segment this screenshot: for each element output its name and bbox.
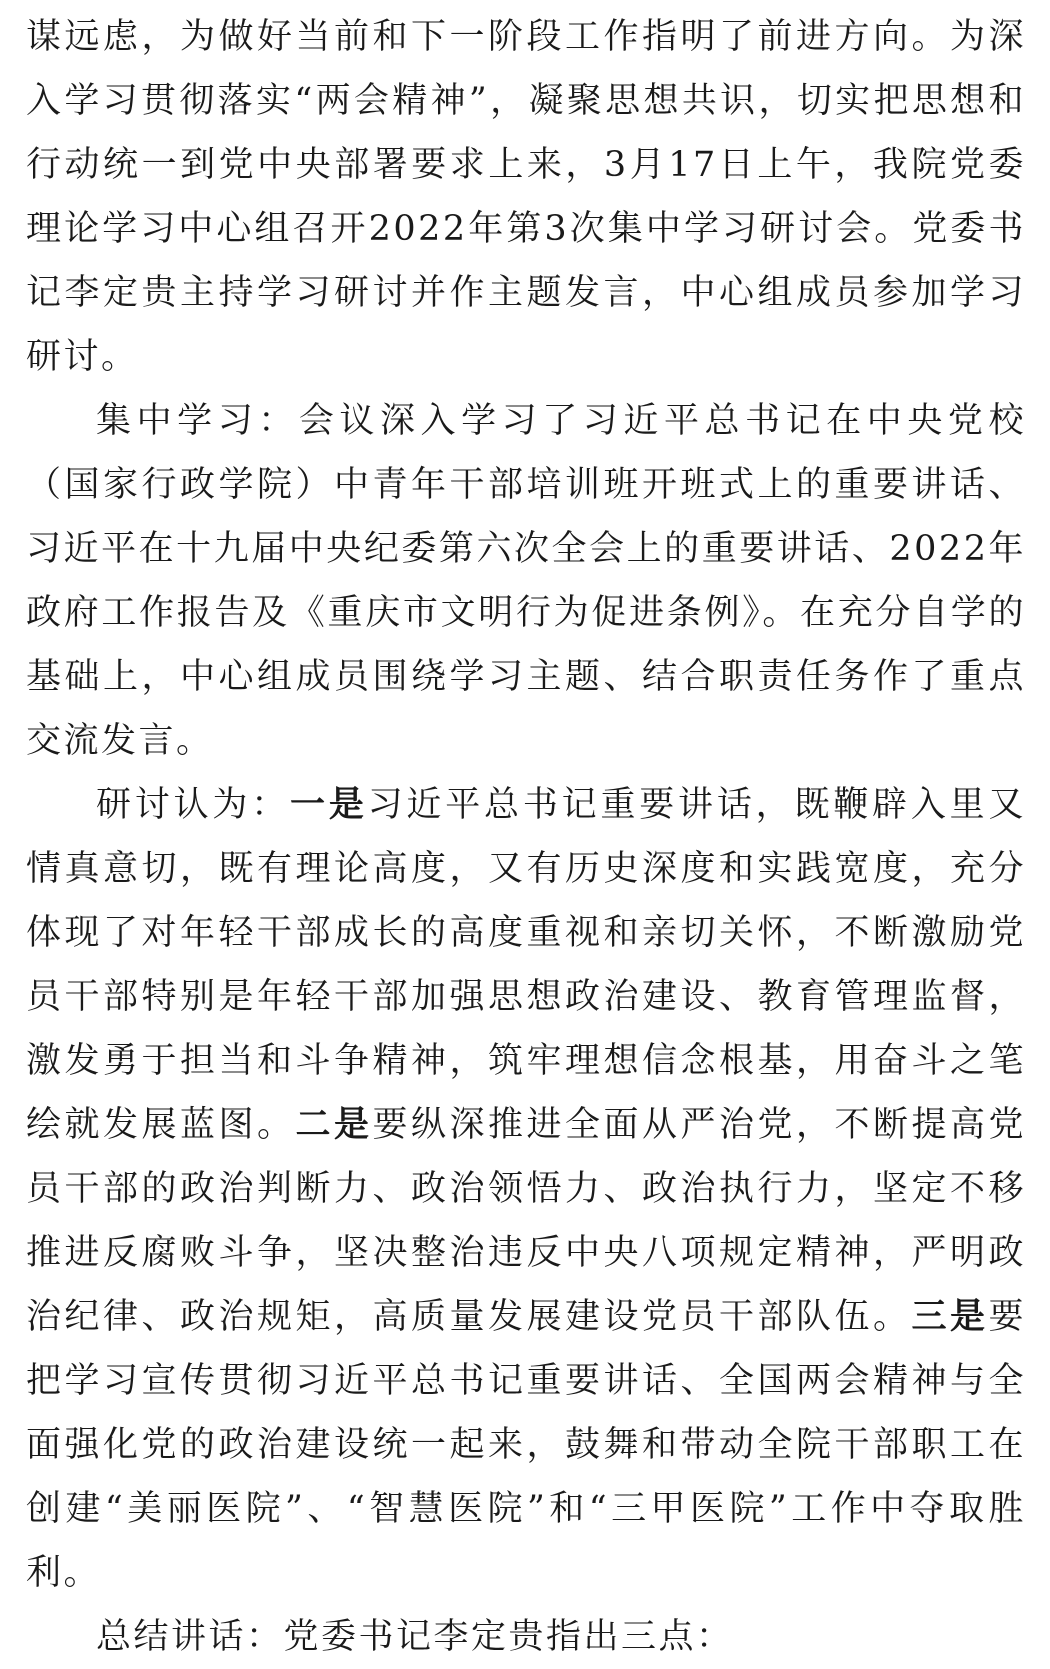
paragraph-focused-study: 集中学习：会议深入学习了习近平总书记在中央党校（国家行政学院）中青年干部培训班开班式上的重要讲话、习近平在十九届中央纪委第六次全会上的重要讲话、2022年政府工作报告及《重庆市文明行为促进条例》。在充分自学的基础上，中心组成员围绕学习主题、结合职责任务作了重点交流发言。 xyxy=(26,401,1026,761)
point-two-marker: 二是 xyxy=(295,1104,373,1145)
point-one-marker: 一是 xyxy=(290,784,368,825)
point-two-text: 要纵深推进全面从严治党，不断提高党员干部的政治判断力、政治领悟力、政治执行力，坚定不移推进反腐败斗争，坚决整治违反中央八项规定精神，严明政治纪律、政治规矩，高质量发展建设党员干部队伍。 xyxy=(26,1105,1026,1337)
paragraph-summary: 总结讲话：党委书记李定贵指出三点： xyxy=(96,1617,734,1657)
point-three-marker: 三是 xyxy=(911,1296,989,1337)
paragraph-intro: 谋远虑，为做好当前和下一阶段工作指明了前进方向。为深入学习贯彻落实“两会精神”，凝聚思想共识，切实把思想和行动统一到党中央部署要求上来，3月17日上午，我院党委理论学习中心组召开2022年第3次集中学习研讨会。党委书记李定贵主持学习研讨并作主题发言，中心组成员参加学习研讨。 xyxy=(26,17,1026,377)
paragraph-discussion xyxy=(26,773,1026,1605)
document-page xyxy=(26,0,1026,1669)
point-one-text: 习近平总书记重要讲话，既鞭辟入里又情真意切，既有理论高度，又有历史深度和实践宽度，充分体现了对年轻干部成长的高度重视和亲切关怀，不断激励党员干部特别是年轻干部加强思想政治建设、教育管理监督，激发勇于担当和斗争精神，筑牢理想信念根基，用奋斗之笔绘就发展蓝图。 xyxy=(26,785,1026,1145)
discussion-lead: 研讨认为： xyxy=(96,785,291,825)
point-three-text: 要把学习宣传贯彻习近平总书记重要讲话、全国两会精神与全面强化党的政治建设统一起来，鼓舞和带动全院干部职工在创建“美丽医院”、“智慧医院”和“三甲医院”工作中夺取胜利。 xyxy=(26,1297,1026,1593)
